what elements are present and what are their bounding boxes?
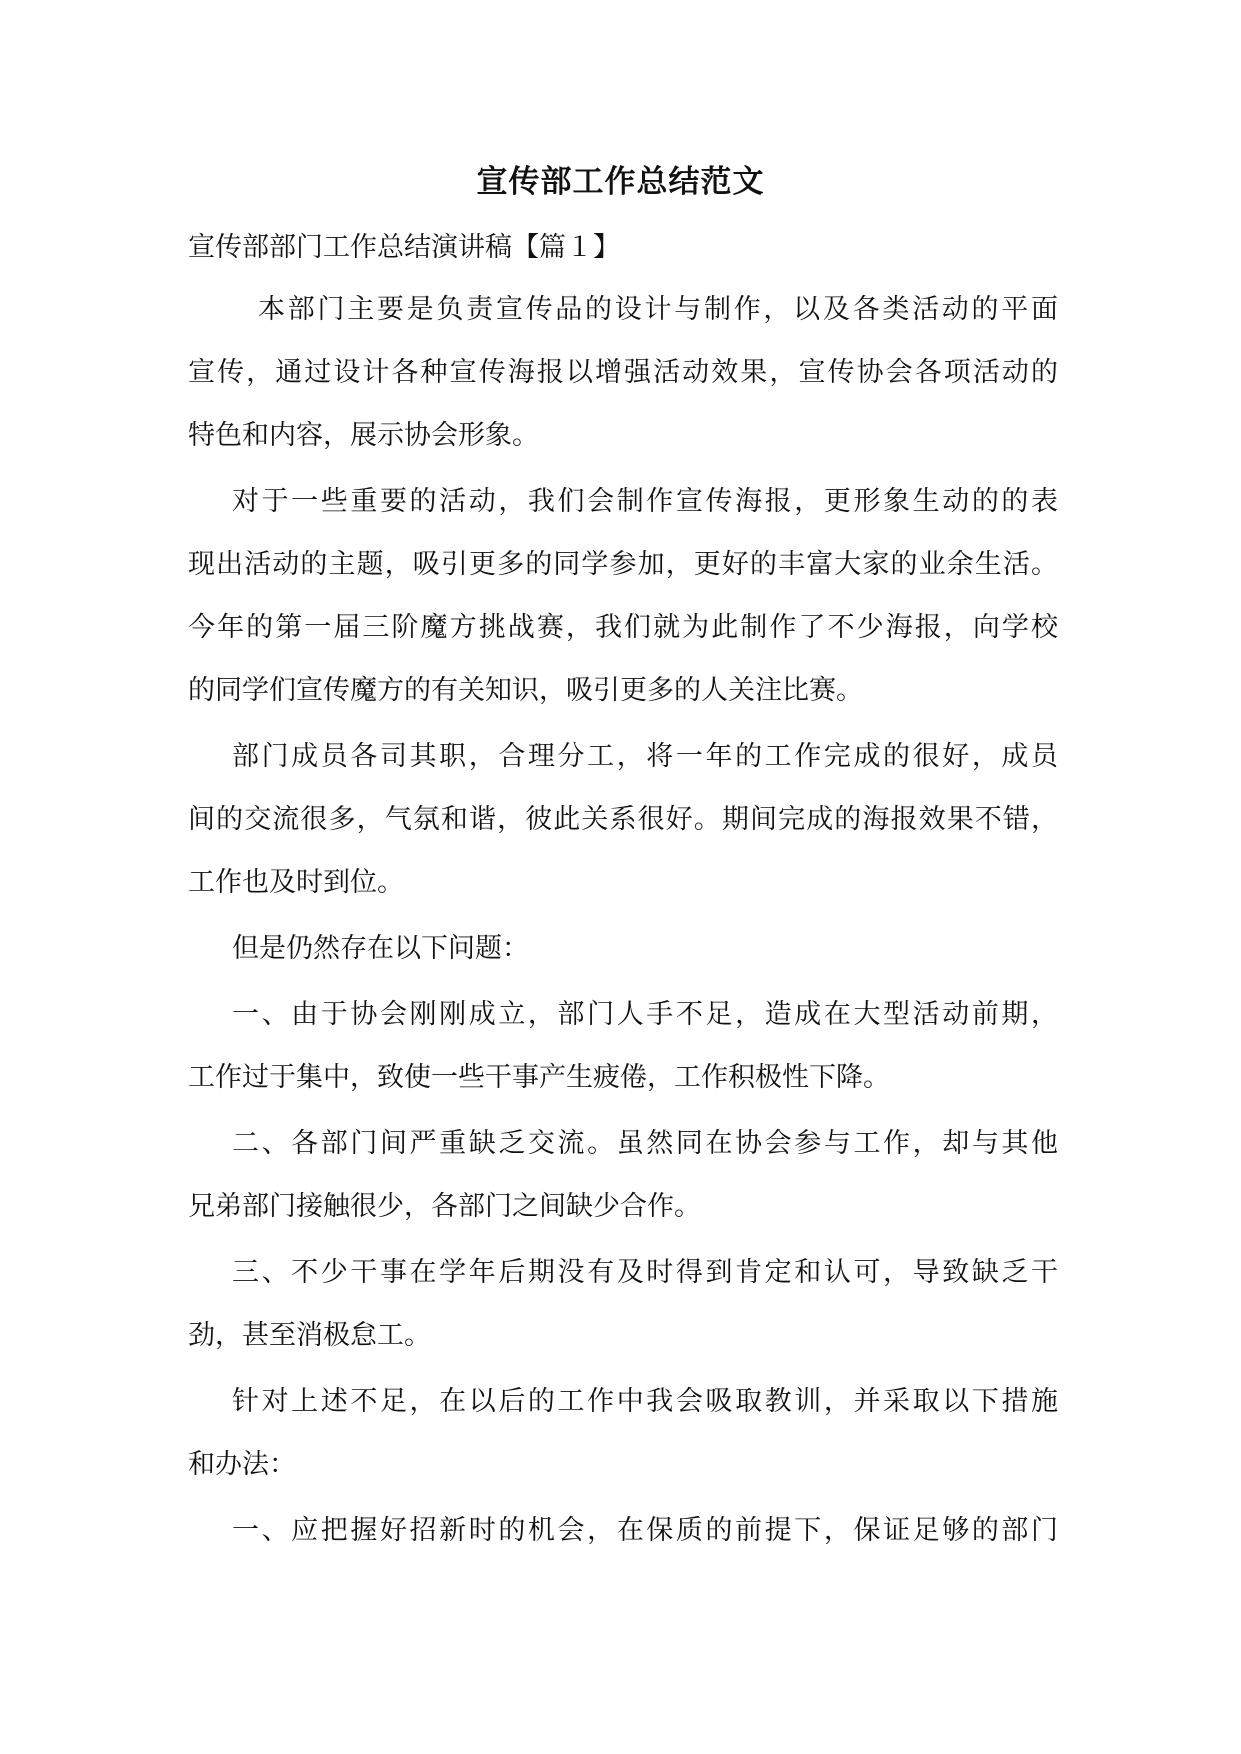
- paragraph-line: 工作过于集中，致使一些干事产生疲倦，工作积极性下降。: [188, 1062, 890, 1093]
- paragraph-line: 劲，甚至消极怠工。: [188, 1320, 431, 1351]
- paragraph-line: 间的交流很多，气氛和谐，彼此关系很好。期间完成的海报效果不错，: [188, 804, 1058, 835]
- paragraph-line: 二、各部门间严重缺乏交流。虽然同在协会参与工作，却与其他: [232, 1128, 1058, 1159]
- paragraph-line: 宣传，通过设计各种宣传海报以增强活动效果，宣传协会各项活动的: [188, 357, 1058, 388]
- paragraph-line: 一、应把握好招新时的机会，在保质的前提下，保证足够的部门: [232, 1515, 1058, 1546]
- paragraph-line: 对于一些重要的活动，我们会制作宣传海报，更形象生动的的表: [232, 486, 1058, 517]
- paragraph-line: 针对上述不足，在以后的工作中我会吸取教训，并采取以下措施: [232, 1386, 1058, 1417]
- paragraph-line: 但是仍然存在以下问题：: [232, 933, 529, 964]
- document-subtitle: 宣传部部门工作总结演讲稿【篇１】: [188, 232, 620, 263]
- paragraph-line: 的同学们宣传魔方的有关知识，吸引更多的人关注比赛。: [188, 675, 863, 706]
- paragraph-line: 部门成员各司其职，合理分工，将一年的工作完成的很好，成员: [232, 741, 1058, 772]
- paragraph-line: 兄弟部门接触很少，各部门之间缺少合作。: [188, 1191, 701, 1222]
- paragraph-line: 现出活动的主题，吸引更多的同学参加，更好的丰富大家的业余生活。: [188, 549, 1058, 580]
- paragraph-line: 一、由于协会刚刚成立，部门人手不足，造成在大型活动前期，: [232, 999, 1058, 1030]
- paragraph-line: 和办法：: [188, 1449, 296, 1480]
- paragraph-line: 工作也及时到位。: [188, 867, 404, 898]
- paragraph-line: 特色和内容，展示协会形象。: [188, 420, 539, 451]
- paragraph-line: 本部门主要是负责宣传品的设计与制作，以及各类活动的平面: [258, 294, 1058, 325]
- document-title: 宣传部工作总结范文: [476, 164, 765, 200]
- paragraph-line: 今年的第一届三阶魔方挑战赛，我们就为此制作了不少海报，向学校: [188, 612, 1058, 643]
- paragraph-line: 三、不少干事在学年后期没有及时得到肯定和认可，导致缺乏干: [232, 1257, 1058, 1288]
